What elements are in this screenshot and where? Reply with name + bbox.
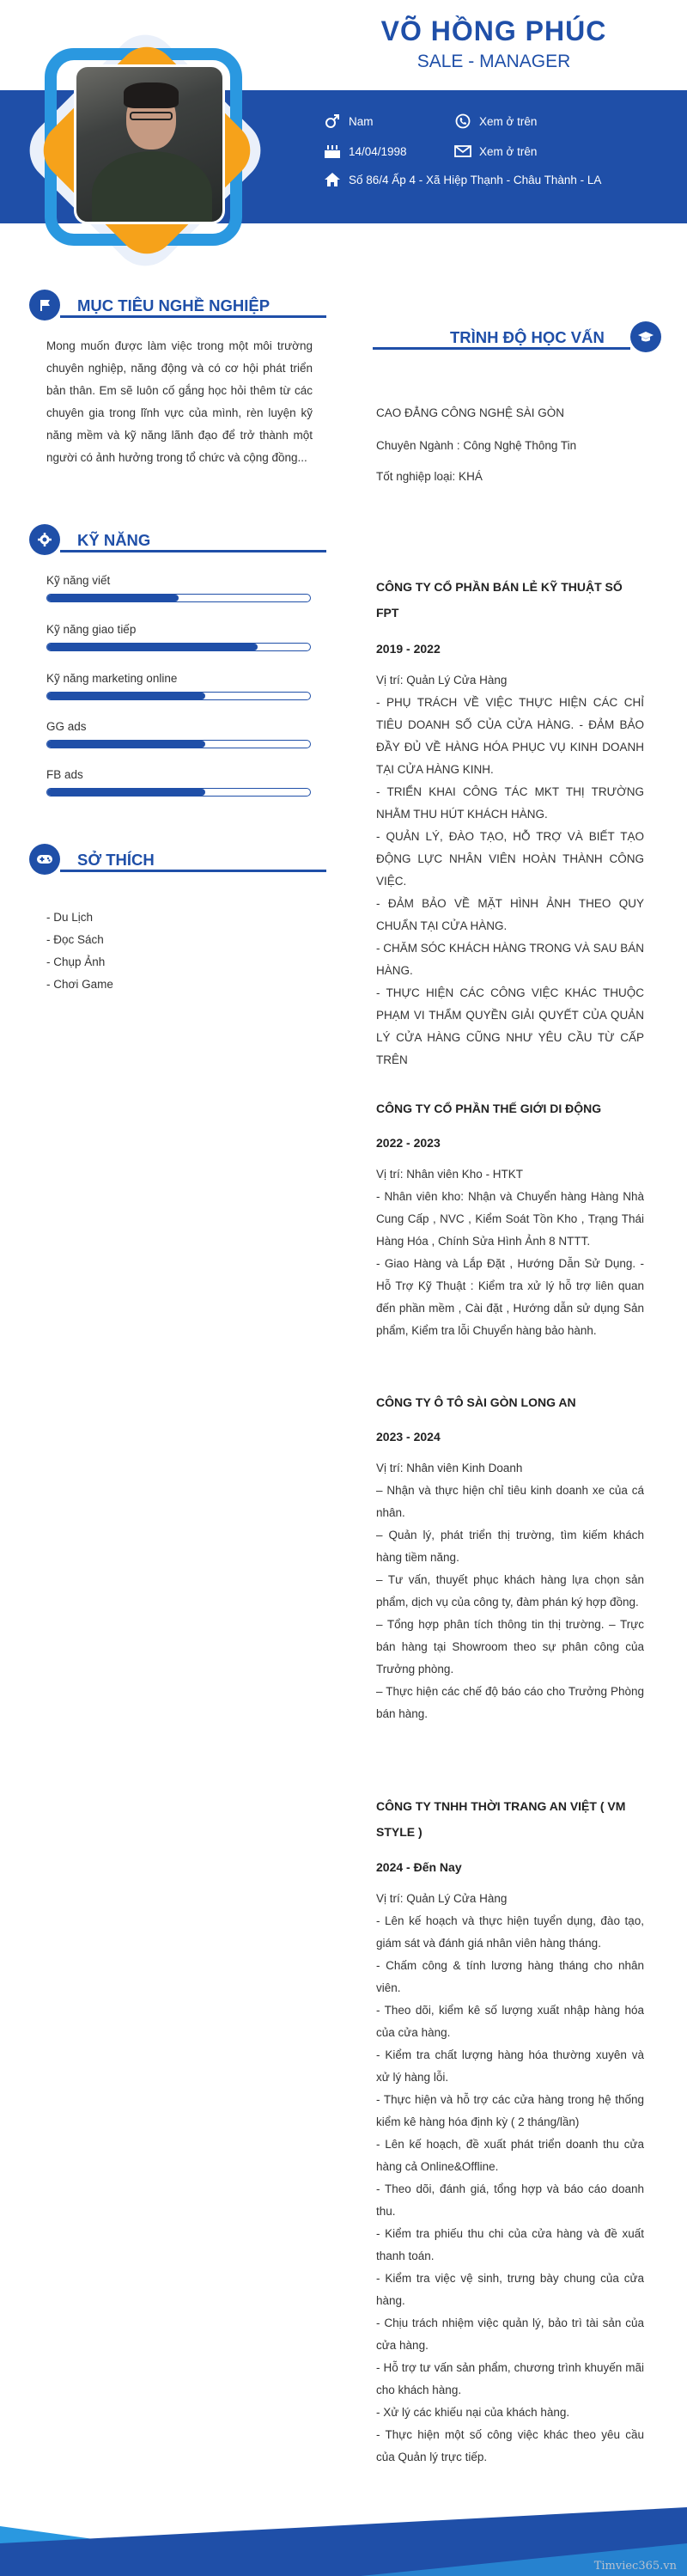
skill-bar <box>46 788 311 797</box>
job-description-line: Vị trí: Quản Lý Cửa Hàng <box>376 1892 508 1905</box>
job-description-line: – Tổng hợp phân tích thông tin thị trường. – Trực bán hàng tại Showroom theo sự phân công của Trưởng phòng. <box>376 1618 644 1676</box>
job-description-line: Vị trí: Nhân viên Kho - HTKT <box>376 1168 524 1181</box>
gender-info <box>321 112 374 131</box>
address-value: Số 86/4 Ấp 4 - Xã Hiệp Thạnh - Châu Thành - LA <box>349 173 602 186</box>
job-company: CÔNG TY CỔ PHẦN BÁN LẺ KỸ THUẬT SỐ FPT <box>376 580 623 620</box>
birthday-value: 14/04/1998 <box>349 144 407 158</box>
job-description-line: – Thực hiện các chế độ báo cáo cho Trưởng Phòng bán hàng. <box>376 1685 644 1720</box>
job-period: 2023 - 2024 <box>376 1430 441 1444</box>
job-description-line: - ĐẢM BẢO VỀ MẶT HÌNH ẢNH THEO QUY CHUẨN TẠI CỬA HÀNG. <box>376 897 644 932</box>
watermark: Timviec365.vn <box>593 2560 677 2573</box>
job-description <box>376 1888 644 2469</box>
phone-value: Xem ở trên <box>479 114 538 128</box>
job-description-line: - Theo dõi, kiểm kê số lượng xuất nhập hàng hóa của cửa hàng. <box>376 2004 644 2039</box>
hobby-item: - Chụp Ảnh <box>46 955 106 968</box>
gender-value: Nam <box>349 114 374 128</box>
objective-title: MỤC TIÊU NGHỀ NGHIỆP <box>77 296 271 314</box>
email-info <box>452 142 537 161</box>
home-icon <box>321 170 344 189</box>
flag-icon <box>29 290 60 320</box>
objective-section-header <box>29 290 326 324</box>
job-description-line: - QUẢN LÝ, ĐÀO TẠO, HỖ TRỢ VÀ BIẾT TẠO ĐỘNG LỰC NHÂN VIÊN HOÀN THÀNH CÔNG VIỆC. <box>376 830 644 888</box>
education-title: TRÌNH ĐỘ HỌC VẤN <box>450 328 605 346</box>
skill-bar <box>46 740 311 748</box>
hobby-item: - Du Lịch <box>46 911 94 924</box>
job-description-line: - Kiểm tra chất lượng hàng hóa thường xuyên và xử lý hàng lỗi. <box>376 2048 644 2084</box>
job-description-line: - Kiểm tra việc vệ sinh, trưng bày chung của cửa hàng. <box>376 2272 644 2307</box>
job-company: CÔNG TY Ô TÔ SÀI GÒN LONG AN <box>376 1395 576 1409</box>
job-description-line: - Xử lý các khiếu nại của khách hàng. <box>376 2406 570 2419</box>
job-description-line: - Chấm công & tính lương hàng tháng cho nhân viên. <box>376 1959 644 1994</box>
job-description-line: - TRIỂN KHAI CÔNG TÁC MKT THỊ TRƯỜNG NHẰM THU HÚT KHÁCH HÀNG. <box>376 785 644 821</box>
job-company: CÔNG TY CỔ PHẦN THẾ GIỚI DI ĐỘNG <box>376 1102 602 1115</box>
job-description-line: – Quản lý, phát triển thị trường, tìm kiếm khách hàng tiềm năng. <box>376 1529 644 1564</box>
job-description-line: - Thực hiện và hỗ trợ các cửa hàng trong hệ thống kiểm kê hàng hóa định kỳ ( 2 tháng/lần) <box>376 2093 644 2128</box>
education-grade: Tốt nghiệp loại: KHÁ <box>376 470 483 483</box>
hobbies-title: SỞ THÍCH <box>77 851 155 869</box>
hobbies-section-header <box>29 844 326 878</box>
phone-info <box>452 112 537 131</box>
gender-icon <box>321 112 344 131</box>
cake-icon <box>321 142 344 161</box>
education-school: CAO ĐẲNG CÔNG NGHỆ SÀI GÒN <box>376 406 565 419</box>
job-description-line: - Giao Hàng và Lắp Đặt , Hướng Dẫn Sử Dụng. - Hỗ Trợ Kỹ Thuật : Kiểm tra xử lý hỗ trợ liên quan đến phần mềm , Cài đặt , Hướng dẫn sử dụng Sản phẩm, Kiểm tra lỗi Chuyển hàng bảo hành. <box>376 1257 644 1337</box>
job-description-line: Vị trí: Quản Lý Cửa Hàng <box>376 674 508 687</box>
skills-section-header <box>29 524 326 559</box>
hobby-item: - Chơi Game <box>46 978 113 991</box>
email-value: Xem ở trên <box>479 144 538 158</box>
education-section-header <box>373 321 661 356</box>
job-description-line: – Tư vấn, thuyết phục khách hàng lựa chọn sản phẩm, dịch vụ của công ty, đàm phán ký hợp đồng. <box>376 1573 644 1608</box>
phone-icon <box>452 112 474 131</box>
job-period: 2019 - 2022 <box>376 642 441 656</box>
job-period: 2022 - 2023 <box>376 1136 441 1150</box>
skill-label: GG ads <box>46 720 87 733</box>
skill-bar <box>46 594 311 602</box>
birthday-info <box>321 142 407 161</box>
education-major: Chuyên Ngành : Công Nghệ Thông Tin <box>376 439 577 452</box>
hobby-item: - Đọc Sách <box>46 933 104 946</box>
job-description-line: Vị trí: Nhân viên Kinh Doanh <box>376 1462 523 1474</box>
job-description <box>376 669 644 1071</box>
job-company: CÔNG TY TNHH THỜI TRANG AN VIỆT ( VM STYLE ) <box>376 1799 626 1839</box>
job-description-line: - PHỤ TRÁCH VỀ VIỆC THỰC HIỆN CÁC CHỈ TIÊU DOANH SỐ CỦA CỬA HÀNG. - ĐẢM BẢO ĐẦY ĐỦ VỀ HÀNG HÓA PHỤC VỤ KINH DOANH TẠI CỬA HÀNG KINH. <box>376 696 644 776</box>
job-description-line: - THỰC HIỆN CÁC CÔNG VIỆC KHÁC THUỘC PHẠM VI THẨM QUYỀN GIẢI QUYẾT CỦA QUẢN LÝ CỬA HÀNG CŨNG NHƯ YÊU CẦU TỪ CẤP TRÊN <box>376 986 644 1066</box>
gamepad-icon <box>29 844 60 875</box>
address-info <box>321 170 601 189</box>
skills-title: KỸ NĂNG <box>77 531 151 549</box>
job-description-line: - Chịu trách nhiệm việc quản lý, bảo trì tài sản của cửa hàng. <box>376 2317 644 2352</box>
job-description-line: - CHĂM SÓC KHÁCH HÀNG TRONG VÀ SAU BÁN HÀNG. <box>376 942 644 977</box>
job-description-line: - Lên kế hoạch và thực hiện tuyển dụng, đào tạo, giám sát và đánh giá nhân viên hàng tháng. <box>376 1914 644 1950</box>
job-description-line: – Nhận và thực hiện chỉ tiêu kinh doanh xe của cá nhân. <box>376 1484 644 1519</box>
skill-bar <box>46 692 311 700</box>
mail-icon <box>452 142 474 161</box>
skill-label: FB ads <box>46 768 83 781</box>
job-description-line: - Lên kế hoạch, đề xuất phát triển doanh thu cửa hàng cả Online&Offline. <box>376 2138 644 2173</box>
job-description-line: - Kiểm tra phiếu thu chi của cửa hàng và đề xuất thanh toán. <box>376 2227 644 2262</box>
graduation-cap-icon <box>630 321 661 352</box>
candidate-name: VÕ HỒNG PHÚC <box>380 15 607 46</box>
job-description-line: - Hỗ trợ tư vấn sản phẩm, chương trình khuyến mãi cho khách hàng. <box>376 2361 644 2396</box>
job-description-line: - Thực hiện một số công việc khác theo yêu cầu của Quản lý trực tiếp. <box>376 2428 644 2463</box>
skill-label: Kỹ năng marketing online <box>46 672 178 685</box>
footer-wave <box>0 2492 687 2576</box>
candidate-role: SALE - MANAGER <box>416 52 571 71</box>
job-description <box>376 1457 644 1725</box>
job-description-line: - Theo dõi, đánh giá, tổng hợp và báo cáo doanh thu. <box>376 2182 644 2218</box>
job-description <box>376 1163 644 1342</box>
gear-icon <box>29 524 60 555</box>
skill-bar <box>46 643 311 651</box>
avatar <box>74 64 225 224</box>
objective-text: Mong muốn được làm việc trong một môi trường chuyên nghiệp, năng động và có cơ hội phát triển bản thân. Em sẽ luôn cố gắng học hỏi thêm từ các chuyên gia trong lĩnh vực của mình, rèn luyện kỹ năng mềm và kỹ năng lãnh đạo để trở thành một người có ảnh hưởng trong tổ chức và cộng đồng... <box>46 339 313 464</box>
skill-label: Kỹ năng viết <box>46 574 111 587</box>
job-period: 2024 - Đến Nay <box>376 1860 462 1874</box>
job-description-line: - Nhân viên kho: Nhận và Chuyển hàng Hàng Nhà Cung Cấp , NVC , Kiểm Soát Tồn Kho , Trạng Thái Hàng Hóa , Chính Sửa Hình Ảnh 8 NTTT. <box>376 1190 644 1248</box>
skill-label: Kỹ năng giao tiếp <box>46 623 137 636</box>
